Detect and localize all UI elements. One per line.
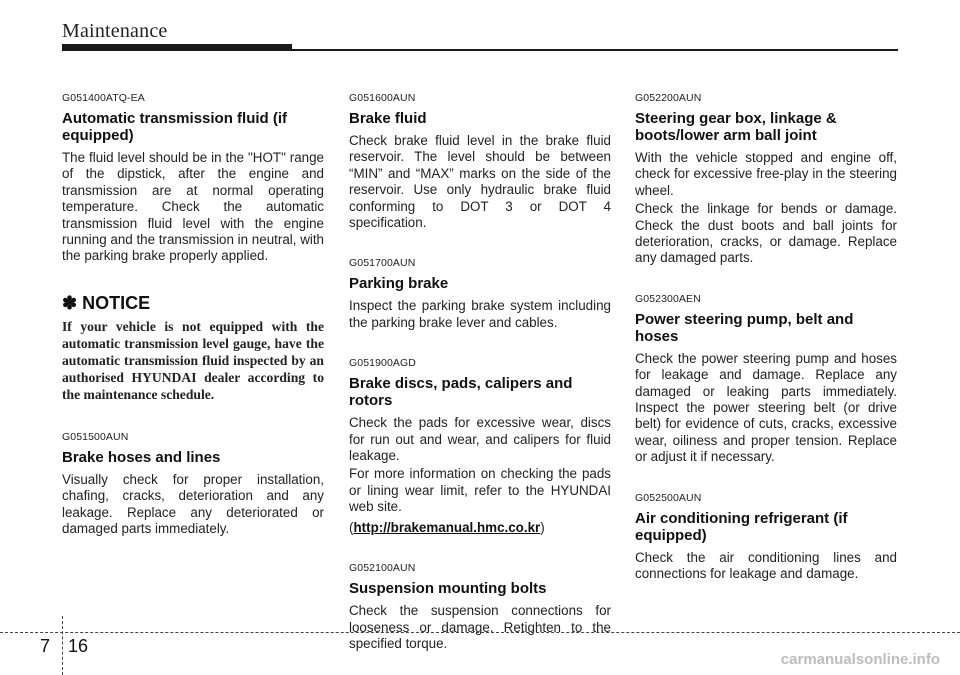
brake-manual-link[interactable]: http://brakemanual.hmc.co.kr xyxy=(353,519,541,535)
section-body: The fluid level should be in the "HOT" range of the dipstick, after the engine and transmission are at normal operating temperature. Check the automatic transmission fluid level with the engine running and the transmission in neutral, with the parking brake properly applied. xyxy=(62,150,325,264)
web-link-line: (http://brakemanual.hmc.co.kr) xyxy=(349,519,545,535)
section-brake-discs xyxy=(349,357,611,536)
section-parking-brake xyxy=(349,257,611,331)
section-heading: Parking brake xyxy=(349,275,449,293)
section-power-steering xyxy=(635,293,897,466)
section-code: G051700AUN xyxy=(349,257,416,270)
column-3 xyxy=(635,92,897,603)
section-body: Check brake fluid level in the brake fluid reservoir. The level should be between “MIN” and “MAX” marks on the side of the reservoir. Use only hydraulic brake fluid conforming to DOT 3 or DOT 4 specification. xyxy=(349,133,611,231)
section-suspension-bolts xyxy=(349,562,611,652)
watermark-text: carmanualsonline.info xyxy=(780,651,940,668)
section-brake-fluid xyxy=(349,92,611,231)
section-body: Visually check for proper installation, chafing, cracks, deterioration and any leakage. Replace any deteriorated or damaged parts immediately. xyxy=(62,471,324,537)
section-heading: Power steering pump, belt and hoses xyxy=(635,310,854,345)
header-rule-thick xyxy=(62,44,292,51)
section-code: G052200AUN xyxy=(635,92,702,104)
notice-title: ✽ NOTICE xyxy=(62,292,151,313)
section-body-2: For more information on checking the pads or lining wear limit, refer to the HYUNDAI web site. xyxy=(349,466,611,515)
page-number: 16 xyxy=(68,636,89,656)
section-heading: Steering gear box, linkage & boots/lower arm ball joint xyxy=(635,110,837,144)
section-code: G051600AUN xyxy=(349,92,416,104)
section-heading: Brake hoses and lines xyxy=(62,448,221,466)
notice-text: If your vehicle is not equipped with the automatic transmission level gauge, have the automatic transmission fluid inspected by an authorised HYUNDAI dealer according to the maintenance schedule. xyxy=(62,318,324,402)
section-code: G051400ATQ-EA xyxy=(62,92,145,104)
chapter-number: 7 xyxy=(40,636,51,656)
section-heading: Automatic transmission fluid (if equipped) xyxy=(62,110,288,144)
notice-box xyxy=(62,293,324,403)
section-atf xyxy=(62,92,324,265)
section-code: G052300AEN xyxy=(635,292,701,305)
section-body-2: Check the linkage for bends or damage. Check the dust boots and ball joints for deterioration, cracks, or damage. Replace any damaged parts. xyxy=(635,201,897,266)
section-body: With the vehicle stopped and engine off, check for excessive free-play in the steering wheel. xyxy=(635,150,897,198)
section-body: Check the suspension connections for looseness or damage. Retighten to the specified torque. xyxy=(349,603,611,651)
page-header-title: Maintenance xyxy=(62,20,168,42)
section-body: Inspect the parking brake system including the parking brake lever and cables. xyxy=(349,298,611,330)
section-heading: Air conditioning refrigerant (if equipped) xyxy=(635,509,848,544)
footer-dashed-divider xyxy=(62,616,63,675)
section-body: Check the power steering pump and hoses for leakage and damage. Replace any damaged or leaking parts immediately. Inspect the power steering belt (or drive belt) for evidence of cuts, cracks, excessive wear, oiliness and proper tension. Replace or adjust it if necessary. xyxy=(635,350,897,465)
column-2 xyxy=(349,92,611,672)
section-heading: Suspension mounting bolts xyxy=(349,580,547,598)
section-body: Check the air conditioning lines and connections for leakage and damage. xyxy=(635,549,897,582)
section-heading: Brake fluid xyxy=(349,110,427,127)
section-steering-gear xyxy=(635,92,897,267)
section-code: G052500AUN xyxy=(635,491,702,504)
section-code: G051900AGD xyxy=(349,357,416,370)
section-body: Check the pads for excessive wear, discs for run out and wear, and calipers for fluid leakage. xyxy=(349,415,611,464)
section-heading: Brake discs, pads, calipers and rotors xyxy=(349,375,573,410)
section-brake-hoses xyxy=(62,431,324,538)
footer-dashed-rule xyxy=(0,632,960,633)
column-1 xyxy=(62,92,324,557)
section-code: G052100AUN xyxy=(349,562,416,575)
header-rule-thin xyxy=(292,49,898,51)
section-code: G051500AUN xyxy=(62,430,129,443)
section-ac-refrigerant xyxy=(635,492,897,583)
